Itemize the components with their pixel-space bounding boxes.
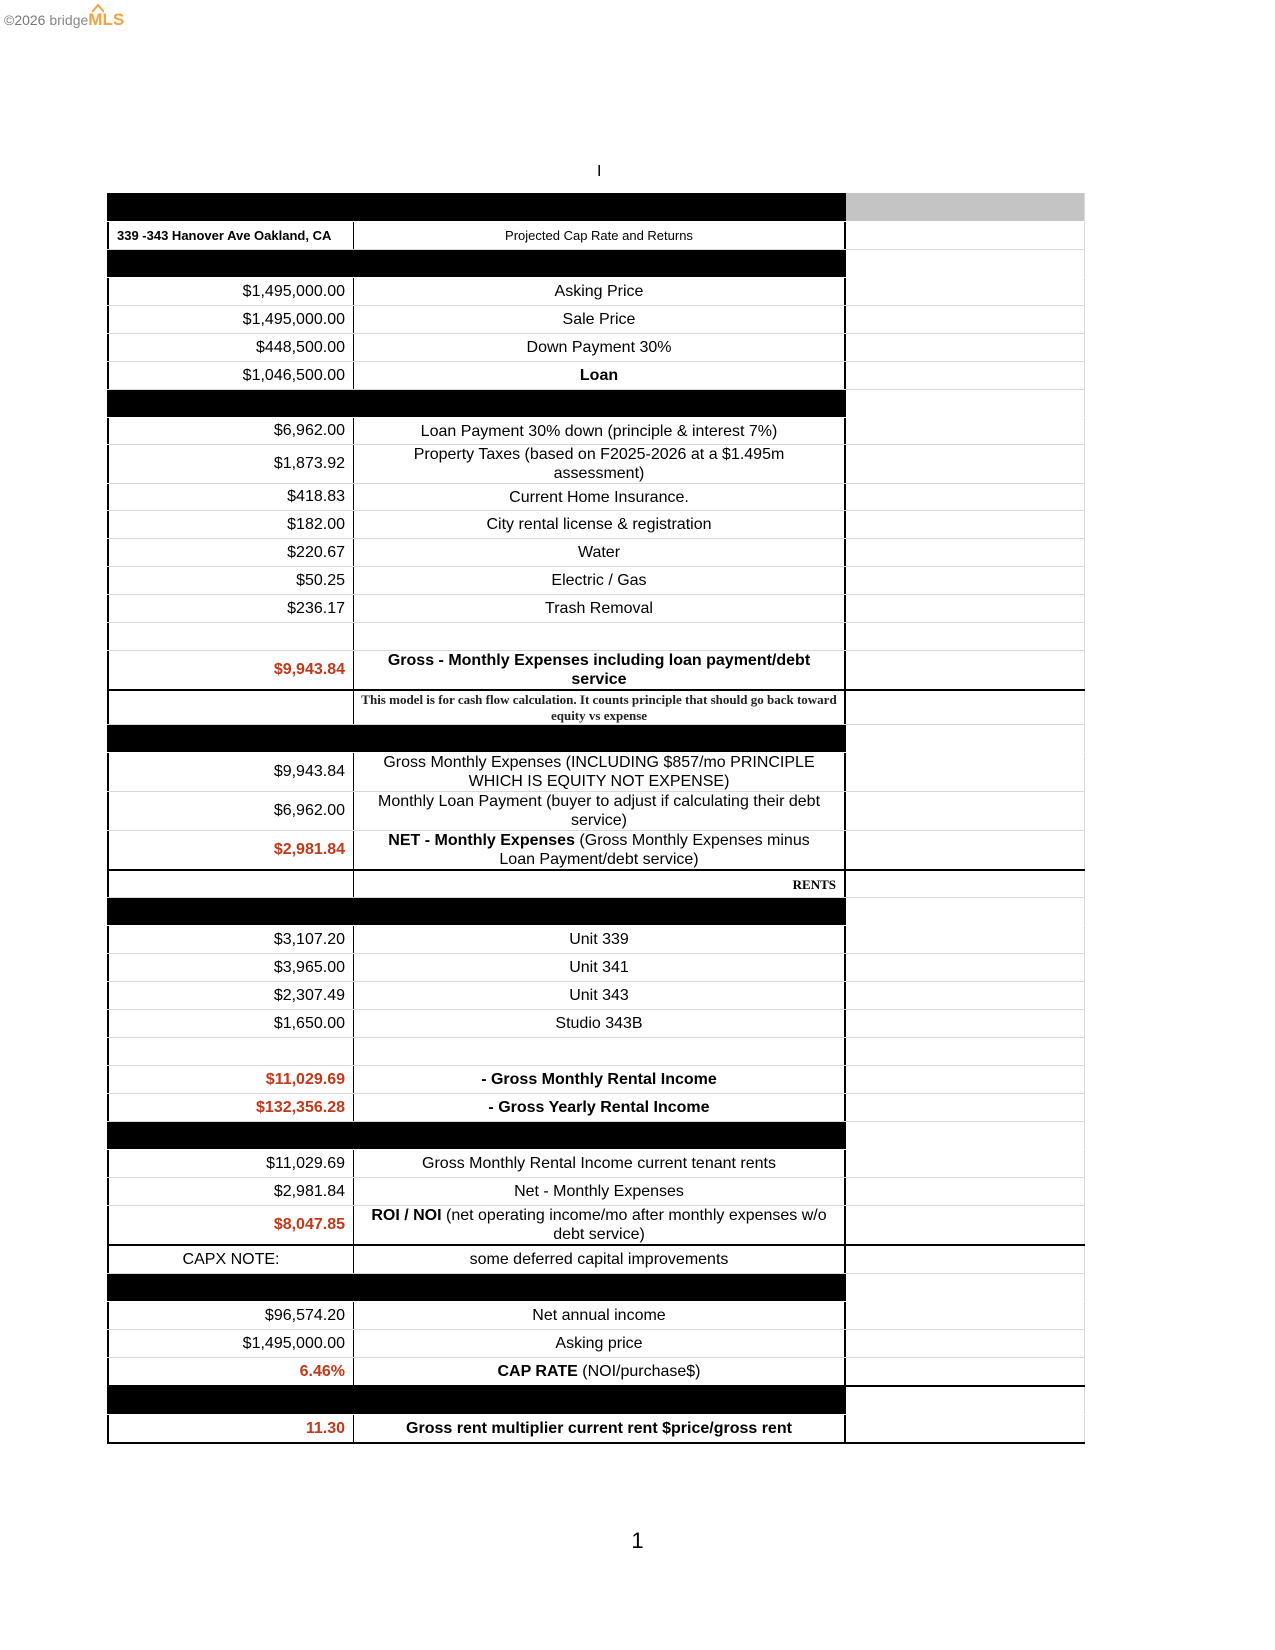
table-row [107,445,1085,484]
expense-value: $418.83 [107,484,354,510]
section-divider [107,1122,1085,1150]
table-row [107,539,1085,567]
cap-rate-row [107,1358,1085,1387]
cap-rate-label-bold: CAP RATE [497,1363,578,1380]
sale-price-value: $1,495,000.00 [107,306,354,333]
title-row [107,222,1085,250]
watermark-mls: MLS [88,10,125,29]
rents-label-row [107,871,1085,898]
table-row [107,954,1085,982]
noi-label [354,1206,846,1244]
rent-value: $1,650.00 [107,1010,354,1037]
net-annual-income-label: Net annual income [354,1302,846,1329]
expense-value: $6,962.00 [107,418,354,444]
rent-value: $2,307.49 [107,982,354,1009]
gross-yearly-income-row [107,1094,1085,1122]
bridgemls-watermark [4,10,124,30]
cap-rate-label [354,1358,846,1385]
net-expense-value: $2,981.84 [107,1178,354,1205]
noi-label-bold: ROI / NOI [371,1207,442,1224]
expense-label: Trash Removal [354,595,846,622]
table-row [107,1178,1085,1206]
table-row [107,418,1085,445]
table-row [107,926,1085,954]
gross-expenses-row [107,651,1085,691]
rents-heading: RENTS [354,871,846,897]
gross-expenses-note-label: Gross Monthly Expenses (INCLUDING $857/mo PRINCIPLE WHICH IS EQUITY NOT EXPENSE) [354,753,846,791]
rent-value: $3,107.20 [107,926,354,953]
expense-label: Loan Payment 30% down (principle & interest 7%) [354,418,846,444]
rent-unit-label: Unit 343 [354,982,846,1009]
section-divider [107,390,1085,418]
section-divider [107,250,1085,278]
watermark-bridge: bridge [49,12,89,28]
asking-price-value: $1,495,000.00 [107,1330,354,1357]
net-expenses-label-bold: NET - Monthly Expenses [388,832,575,849]
capx-note-label: CAPX NOTE: [107,1246,354,1273]
gross-yearly-income-label: - Gross Yearly Rental Income [354,1094,846,1121]
table-row [107,334,1085,362]
net-expense-label: Net - Monthly Expenses [354,1178,846,1205]
property-address: 339 -343 Hanover Ave Oakland, CA [107,222,354,249]
expense-value: $220.67 [107,539,354,566]
noi-row [107,1206,1085,1246]
table-row [107,278,1085,306]
net-expenses-label-rest: (Gross Monthly Expenses minus Loan Payment/debt service) [499,832,810,868]
table-row [107,1150,1085,1178]
grm-label: Gross rent multiplier current rent $price/gross rent [354,1415,846,1442]
cap-rate-value: 6.46% [107,1358,354,1385]
section-divider [107,1387,1085,1415]
section-divider [107,1274,1085,1302]
table-row [107,511,1085,539]
net-expenses-value: $2,981.84 [107,831,354,869]
grm-value: 11.30 [107,1415,354,1442]
gross-yearly-income-value: $132,356.28 [107,1094,354,1121]
rent-unit-label: Unit 339 [354,926,846,953]
expense-label: Property Taxes (based on F2025-2026 at a $1.495m assessment) [354,445,846,483]
house-roof-icon [92,3,104,13]
note-row [107,691,1085,725]
table-row [107,792,1085,831]
down-payment-value: $448,500.00 [107,334,354,361]
capx-row [107,1246,1085,1274]
text-cursor-mark: I [597,163,602,180]
loan-value: $1,046,500.00 [107,362,354,389]
report-title: Projected Cap Rate and Returns [354,222,846,249]
net-expenses-row [107,831,1085,871]
table-row [107,362,1085,390]
net-annual-income-value: $96,574.20 [107,1302,354,1329]
cap-rate-label-rest: (NOI/purchase$) [577,1363,701,1380]
table-row [107,1010,1085,1038]
expense-value: $1,873.92 [107,445,354,483]
noi-value: $8,047.85 [107,1206,354,1244]
noi-label-rest: (net operating income/mo after monthly expenses w/o debt service) [441,1207,827,1243]
gross-expenses-value: $9,943.84 [107,651,354,689]
net-expenses-label [354,831,846,869]
watermark-copyright: ©2026 [4,12,50,28]
expense-label: Water [354,539,846,566]
down-payment-label: Down Payment 30% [354,334,846,361]
expense-value: $236.17 [107,595,354,622]
gross-expenses-value: $9,943.84 [107,753,354,791]
section-divider [107,725,1085,753]
loan-payment-label: Monthly Loan Payment (buyer to adjust if calculating their debt service) [354,792,846,830]
asking-price-label: Asking Price [354,278,846,305]
table-row [107,595,1085,623]
table-row [107,484,1085,511]
model-note: This model is for cash flow calculation. It counts principle that should go back toward equity vs expense [354,691,846,724]
header-bar [107,193,1085,222]
spreadsheet [107,193,1085,1444]
monthly-income-value: $11,029.69 [107,1150,354,1177]
table-row [107,1330,1085,1358]
capx-note-text: some deferred capital improvements [354,1246,846,1273]
section-divider [107,898,1085,926]
empty-row [107,1038,1085,1066]
loan-payment-value: $6,962.00 [107,792,354,830]
table-row [107,753,1085,792]
rent-unit-label: Studio 343B [354,1010,846,1037]
table-row [107,306,1085,334]
sale-price-label: Sale Price [354,306,846,333]
rent-unit-label: Unit 341 [354,954,846,981]
gross-monthly-income-row [107,1066,1085,1094]
empty-row [107,623,1085,651]
asking-price-label: Asking price [354,1330,846,1357]
expense-value: $50.25 [107,567,354,594]
table-row [107,982,1085,1010]
monthly-income-label: Gross Monthly Rental Income current tenant rents [354,1150,846,1177]
table-row [107,1302,1085,1330]
grm-row [107,1415,1085,1444]
asking-price-value: $1,495,000.00 [107,278,354,305]
gross-expenses-label: Gross - Monthly Expenses including loan payment/debt service [354,651,846,689]
expense-label: Electric / Gas [354,567,846,594]
expense-value: $182.00 [107,511,354,538]
table-row [107,567,1085,595]
expense-label: Current Home Insurance. [354,484,846,510]
loan-label: Loan [354,362,846,389]
expense-label: City rental license & registration [354,511,846,538]
gross-monthly-income-label: - Gross Monthly Rental Income [354,1066,846,1093]
gross-monthly-income-value: $11,029.69 [107,1066,354,1093]
page-number: 1 [631,1528,644,1553]
rent-value: $3,965.00 [107,954,354,981]
